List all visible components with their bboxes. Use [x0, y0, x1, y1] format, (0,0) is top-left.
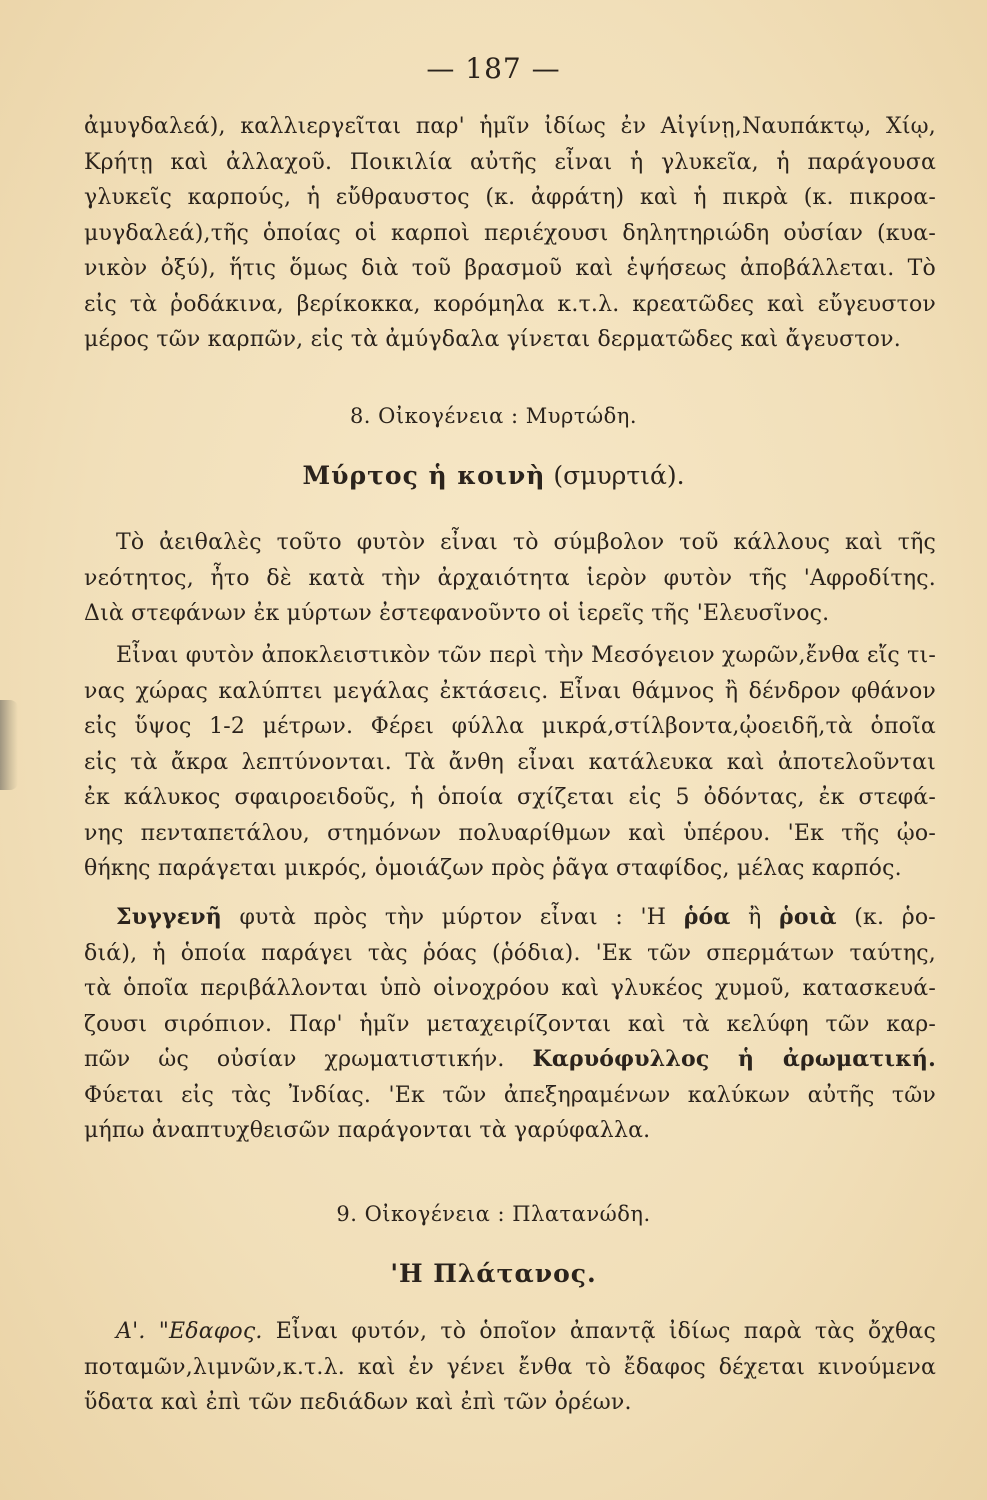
clove-name: Καρυόφυλλος ἡ ἀρωματική.: [532, 1046, 936, 1072]
text-line: εἰς ὕψος 1-2 μέτρων. Φέρει φύλλα μικρά,στίλβοντα,ᾠοειδῆ,τὰ ὁποῖα: [84, 714, 936, 739]
text-line: μυγδαλεά),τῆς ὁποίας οἱ καρποὶ περιέχουσι δηλητηριώδη οὐσίαν (κυα-: [84, 220, 936, 246]
pomegranate-name-1: ῥόα: [683, 904, 731, 930]
pomegranate-name-2: ῥοιὰ: [779, 904, 837, 930]
text-line: τὰ ὁποῖα περιβάλλονται ὑπὸ οἰνοχρόου καὶ γλυκέος χυμοῦ, κατασκευά-: [84, 976, 936, 1001]
text-line: [84, 900, 936, 936]
text-line: νικὸν ὀξύ), ἥτις ὅμως διὰ τοῦ βρασμοῦ καὶ ἑψήσεως ἀποβάλλεται. Τὸ: [84, 256, 936, 281]
text-fragment: πῶν ὡς οὐσίαν χρωματιστικήν.: [84, 1047, 505, 1072]
text-line: Εἶναι φυτὸν ἀποκλειστικὸν τῶν περὶ τὴν Μεσόγειον χωρῶν,ἔνθα εἴς τι-: [116, 643, 936, 668]
text-line: [84, 1042, 936, 1078]
text-line: Φύεται εἰς τὰς Ἰνδίας. 'Εκ τῶν ἀπεξηραμένων καλύκων αὐτῆς τῶν: [84, 1082, 936, 1108]
text-line: νεότητος, ἦτο δὲ κατὰ τὴν ἀρχαιότητα ἱερὸν φυτὸν τῆς 'Αφροδίτης.: [84, 565, 936, 591]
text-line: νας χώρας καλύπτει μεγάλας ἐκτάσεις. Εἶναι θάμνος ἢ δένδρον φθάνον: [84, 678, 936, 704]
text-line: ὕδατα καὶ ἐπὶ τῶν πεδιάδων καὶ ἐπὶ τῶν ὀρέων.: [84, 1390, 632, 1415]
myrtle-title-bold: Μύρτος ἡ κοινὴ: [302, 461, 546, 490]
text-line: μέρος τῶν καρπῶν, εἰς τὰ ἀμύγδαλα γίνεται δερματῶδες καὶ ἄγευστον.: [84, 327, 901, 352]
paragraph-related-plants: [84, 900, 936, 1149]
family-8-heading: 8. Οἰκογένεια : Μυρτώδη.: [349, 404, 638, 428]
related-plants-lead: Συγγενῆ: [116, 904, 222, 930]
paragraph-myrtle-description: [84, 638, 936, 887]
page-number: — 187 —: [426, 52, 561, 85]
text-line: θήκης παράγεται μικρός, ὁμοιάζων πρὸς ῥᾶγα σταφίδος, μέλας καρπός.: [84, 856, 902, 881]
text-line: εἰς τὰ ἄκρα λεπτύνονται. Τὰ ἄνθη εἶναι κατάλευκα καὶ ἀποτελοῦνται: [84, 749, 936, 775]
paragraph-myrtle-symbol: [84, 525, 936, 632]
text-fragment: φυτὰ πρὸς τὴν μύρτον εἶναι : 'Η: [239, 905, 667, 930]
text-fragment: (κ. ῥο-: [854, 905, 936, 930]
text-line: ἐκ κάλυκος σφαιροειδοῦς, ἡ ὁποία σχίζεται εἰς 5 ὀδόντας, ἐκ στεφά-: [84, 785, 936, 810]
text-line: ποταμῶν,λιμνῶν,κ.τ.λ. καὶ ἐν γένει ἔνθα τὸ ἔδαφος δέχεται κινούμενα: [84, 1354, 936, 1380]
text-line: [84, 1314, 936, 1350]
plane-title: [0, 1259, 987, 1288]
text-line: Κρήτῃ καὶ ἀλλαχοῦ. Ποικιλία αὐτῆς εἶναι ἡ γλυκεῖα, ἡ παράγουσα: [84, 149, 936, 175]
paragraph-almond: [84, 109, 936, 358]
text-line: διά), ἡ ὁποία παράγει τὰς ῥόας (ῥόδια). 'Εκ τῶν σπερμάτων ταύτης,: [84, 940, 936, 966]
text-line: εἰς τὰ ῥοδάκινα, βερίκοκκα, κορόμηλα κ.τ.λ. κρεατῶδες καὶ εὔγευστον: [84, 291, 936, 317]
text-line: γλυκεῖς καρπούς, ἡ εὔθραυστος (κ. ἀφράτη) καὶ ἡ πικρὰ (κ. πικροα-: [84, 185, 936, 210]
text-line: Τὸ ἀειθαλὲς τοῦτο φυτὸν εἶναι τὸ σύμβολον τοῦ κάλλους καὶ τῆς: [116, 530, 936, 555]
myrtle-title: [0, 461, 987, 490]
text-fragment: ἢ: [748, 905, 762, 930]
myrtle-title-common-name: (σμυρτιά).: [553, 461, 685, 490]
page-edge-stain: [0, 700, 18, 790]
family-9-heading: 9. Οἰκογένεια : Πλατανώδη.: [336, 1202, 651, 1226]
text-line: ζουσι σιρόπιον. Παρ' ἡμῖν μεταχειρίζονται καὶ τὰ κελύφη τῶν καρ-: [84, 1011, 936, 1037]
text-line: Διὰ στεφάνων ἐκ μύρτων ἐστεφανοῦντο οἱ ἱερεῖς τῆς 'Ελευσῖνος.: [84, 601, 830, 626]
paragraph-plane-soil: [84, 1314, 936, 1421]
text-line: μήπω ἀναπτυχθεισῶν παράγονται τὰ γαρύφαλλα.: [84, 1118, 651, 1143]
text-line: νης πενταπετάλου, στημόνων πολυαρίθμων καὶ ὑπέρου. 'Εκ τῆς ᾠο-: [84, 820, 936, 846]
soil-label: Α'. "Εδαφος.: [116, 1319, 263, 1344]
text-fragment: Εἶναι φυτόν, τὸ ὁποῖον ἀπαντᾷ ἰδίως παρὰ τὰς ὄχθας: [275, 1319, 936, 1344]
plane-title-bold: 'Η Πλάτανος.: [390, 1259, 597, 1288]
text-line: ἀμυγδαλεά), καλλιεργεῖται παρ' ἡμῖν ἰδίως ἐν Αἰγίνῃ,Ναυπάκτῳ, Χίῳ,: [84, 114, 936, 139]
